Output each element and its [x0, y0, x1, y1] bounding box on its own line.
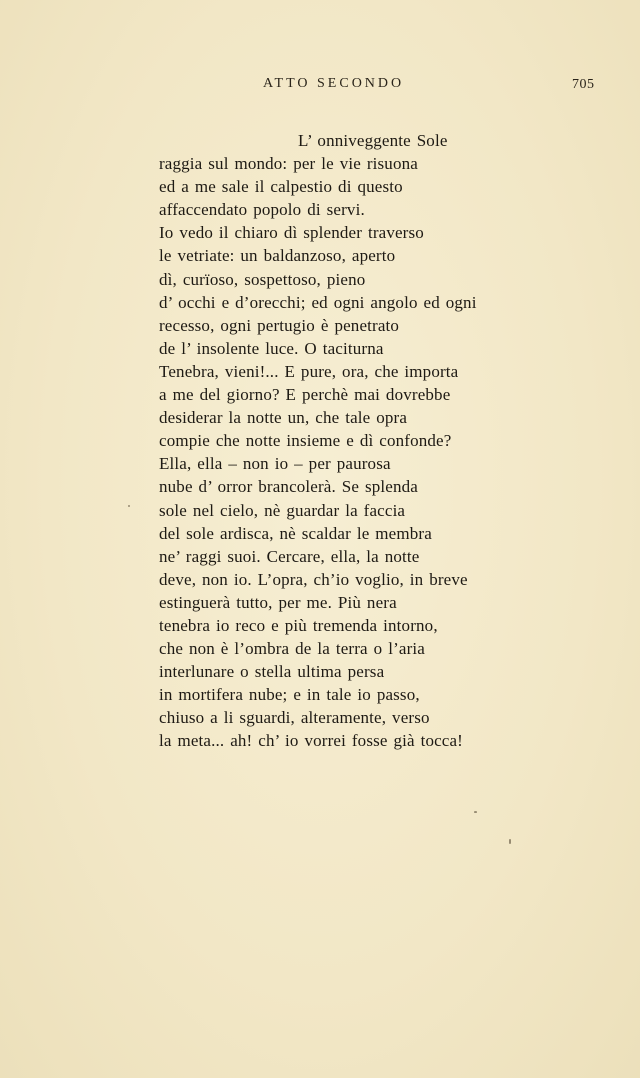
verse-line: raggia sul mondo: per le vie risuona: [159, 154, 418, 174]
paper-speck: [509, 839, 511, 844]
verse-block: [159, 129, 519, 753]
verse-line: le vetriate: un baldanzoso, aperto: [159, 246, 396, 266]
verse-line: dì, curïoso, sospettoso, pieno: [159, 269, 366, 289]
verse-line: nube d’ orror brancolerà. Se splenda: [159, 477, 418, 497]
verse-line: ed a me sale il calpestio di questo: [159, 177, 403, 197]
verse-line: chiuso a li sguardi, alteramente, verso: [159, 708, 430, 728]
verse-line: Io vedo il chiaro dì splender traverso: [159, 223, 424, 243]
verse-line: la meta... ah! ch’ io vorrei fosse già tocca!: [159, 731, 463, 751]
running-head: [0, 76, 640, 96]
verse-line: L’ onniveggente Sole: [298, 131, 448, 150]
page-number: 705: [572, 77, 595, 92]
section-title: ATTO SECONDO: [263, 76, 405, 91]
verse-line: de l’ insolente luce. O taciturna: [159, 338, 384, 358]
verse-line: interlunare o stella ultima persa: [159, 662, 385, 682]
paper-speck: [128, 505, 130, 507]
verse-line: recesso, ogni pertugio è penetrato: [159, 315, 400, 335]
verse-line: in mortifera nube; e in tale io passo,: [159, 685, 420, 705]
verse-line: estinguerà tutto, per me. Più nera: [159, 592, 397, 612]
verse-line: ne’ raggi suoi. Cercare, ella, la notte: [159, 546, 420, 566]
verse-line: Tenebra, vieni!... E pure, ora, che importa: [159, 361, 459, 381]
paper-speck: [474, 811, 477, 813]
verse-line: desiderar la notte un, che tale opra: [159, 408, 408, 428]
verse-line: affaccendato popolo di servi.: [159, 200, 365, 220]
verse-line: Ella, ella – non io – per paurosa: [159, 454, 391, 474]
verse-line: del sole ardisca, nè scaldar le membra: [159, 523, 432, 543]
verse-line: d’ occhi e d’orecchi; ed ogni angolo ed ogni: [159, 292, 477, 312]
verse-line: che non è l’ombra de la terra o l’aria: [159, 639, 425, 659]
verse-line: tenebra io reco e più tremenda intorno,: [159, 615, 438, 635]
verse-line: a me del giorno? E perchè mai dovrebbe: [159, 385, 451, 405]
verse-line: deve, non io. L’opra, ch’io voglio, in breve: [159, 569, 468, 589]
verse-line: compie che notte insieme e dì confonde?: [159, 431, 452, 451]
verse-line: sole nel cielo, nè guardar la faccia: [159, 500, 406, 520]
